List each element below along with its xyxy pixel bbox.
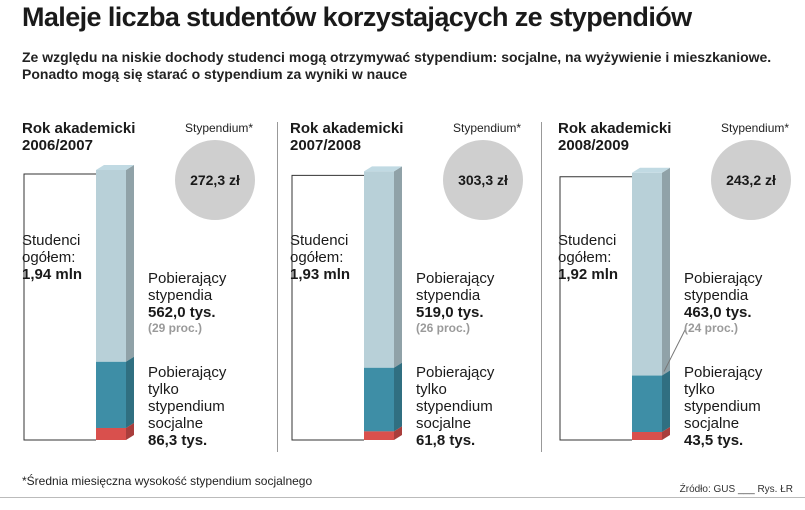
social-line2: tylko <box>148 381 179 398</box>
year-panel <box>558 120 805 455</box>
total-students-line1: Studenci <box>558 232 617 249</box>
receiving-stipend-label <box>684 270 762 321</box>
receiving-stipend-segment-side <box>662 371 670 432</box>
total-students-label <box>22 232 82 283</box>
receiving-line2: stypendia <box>684 287 749 304</box>
stacked-bar <box>558 120 698 460</box>
total-students-line2: ogółem: <box>290 249 344 266</box>
social-line1: Pobierający <box>684 364 763 381</box>
chart-subtitle: Ze względu na niskie dochody studenci mogą otrzymywać stypendium: socjalne, na wyżywienie i mieszkaniowe. Ponadto mogą się starać o stypendium za wyniki w nauce <box>22 49 772 82</box>
social-stipend-segment-front <box>96 428 126 440</box>
social-line3: stypendium <box>684 398 761 415</box>
academic-year-line1: Rok akademicki <box>558 120 672 137</box>
stacked-bar <box>290 120 430 460</box>
receiving-percent: (24 proc.) <box>684 321 739 335</box>
academic-year-line1: Rok akademicki <box>290 120 404 137</box>
social-stipend-label <box>416 364 494 449</box>
total-students-segment <box>632 168 670 376</box>
total-students-segment <box>96 165 134 362</box>
year-panel <box>290 120 558 455</box>
receiving-line1: Pobierający <box>684 270 763 287</box>
receiving-percent: (29 proc.) <box>148 321 203 335</box>
total-students-segment-front <box>364 171 394 367</box>
total-students-segment-side <box>662 168 670 376</box>
receiving-line1: Pobierający <box>416 270 495 287</box>
stipend-heading: Stypendium* <box>185 121 254 135</box>
receiving-stipend-segment-side <box>394 363 402 432</box>
social-line4: socjalne <box>148 415 204 432</box>
social-line4: socjalne <box>416 415 472 432</box>
social-stipend-segment-front <box>632 432 662 440</box>
total-students-line1: Studenci <box>290 232 349 249</box>
chart-title: Maleje liczba studentów korzystających ze stypendiów <box>22 2 692 32</box>
stipend-heading: Stypendium* <box>721 121 790 135</box>
receiving-stipend-segment <box>96 357 134 428</box>
total-students-value: 1,92 mln <box>558 266 619 283</box>
total-students-line2: ogółem: <box>22 249 76 266</box>
receiving-value: 463,0 tys. <box>684 304 752 321</box>
total-students-line2: ogółem: <box>558 249 612 266</box>
receiving-stipend-segment-front <box>96 362 126 428</box>
receiving-stipend-segment <box>632 371 670 432</box>
social-stipend-label <box>684 364 762 449</box>
social-line1: Pobierający <box>416 364 495 381</box>
social-value: 43,5 tys. <box>684 432 744 449</box>
total-students-label <box>290 232 350 283</box>
receiving-line2: stypendia <box>416 287 481 304</box>
receiving-value: 562,0 tys. <box>148 304 216 321</box>
stipend-heading: Stypendium* <box>453 121 522 135</box>
receiving-stipend-segment-front <box>364 368 394 432</box>
year-panel <box>22 120 290 455</box>
academic-year-line1: Rok akademicki <box>22 120 136 137</box>
total-bracket-line <box>292 175 372 440</box>
social-line3: stypendium <box>148 398 225 415</box>
footnote: *Średnia miesięczna wysokość stypendium socjalnego <box>22 474 313 488</box>
total-students-segment <box>364 166 402 367</box>
stipend-amount-circle: 272,3 zł <box>175 140 255 220</box>
social-line2: tylko <box>416 381 447 398</box>
stipend-amount-circle: 243,2 zł <box>711 140 791 220</box>
total-students-value: 1,93 mln <box>290 266 351 283</box>
total-students-segment-front <box>632 173 662 376</box>
total-students-segment-front <box>96 170 126 362</box>
receiving-percent: (26 proc.) <box>416 321 471 335</box>
receiving-value: 519,0 tys. <box>416 304 484 321</box>
academic-year-line2: 2006/2007 <box>22 137 93 154</box>
receiving-line1: Pobierający <box>148 270 227 287</box>
stacked-bar <box>22 120 162 460</box>
total-bracket-line <box>24 174 104 440</box>
source-credit: Źródło: GUS ___ Rys. ŁR <box>679 484 793 495</box>
receiving-line2: stypendia <box>148 287 213 304</box>
receiving-stipend-label <box>416 270 494 321</box>
academic-year-line2: 2007/2008 <box>290 137 361 154</box>
social-line1: Pobierający <box>148 364 227 381</box>
social-stipend-segment-front <box>364 431 394 440</box>
bottom-rule <box>0 497 805 498</box>
total-students-line1: Studenci <box>22 232 81 249</box>
receiving-stipend-segment <box>364 363 402 432</box>
total-students-segment-side <box>126 165 134 362</box>
total-students-label <box>558 232 618 283</box>
total-students-value: 1,94 mln <box>22 266 83 283</box>
receiving-stipend-segment-side <box>126 357 134 428</box>
social-line4: socjalne <box>684 415 740 432</box>
social-line3: stypendium <box>416 398 493 415</box>
receiving-stipend-label <box>148 270 226 321</box>
social-value: 86,3 tys. <box>148 432 208 449</box>
social-line2: tylko <box>684 381 715 398</box>
social-stipend-label <box>148 364 226 449</box>
academic-year-line2: 2008/2009 <box>558 137 629 154</box>
social-value: 61,8 tys. <box>416 432 476 449</box>
receiving-stipend-segment-front <box>632 376 662 432</box>
stipend-amount-circle: 303,3 zł <box>443 140 523 220</box>
total-bracket-line <box>560 177 640 440</box>
total-students-segment-side <box>394 166 402 367</box>
